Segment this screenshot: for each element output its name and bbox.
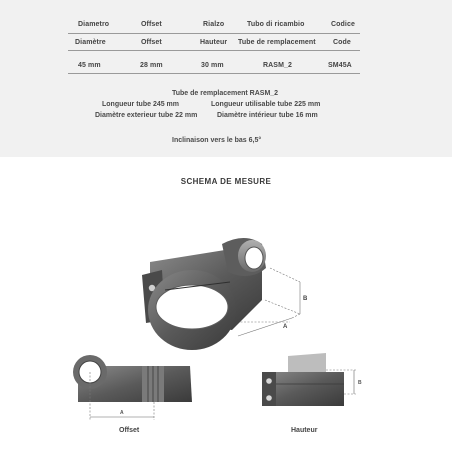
header-fr-code: Code xyxy=(333,39,351,46)
value-offset: 28 mm xyxy=(140,62,163,69)
info-longueur-tube: Longueur tube 245 mm xyxy=(102,101,180,108)
value-diametre: 45 mm xyxy=(78,62,101,69)
clamp-3d-view xyxy=(142,238,300,350)
offset-dim-a-label: A xyxy=(120,410,124,416)
info-inclinaison: Inclinaison vers le bas 6,5° xyxy=(172,137,262,144)
header-fr-diametre: Diamètre xyxy=(75,39,106,46)
caption-offset: Offset xyxy=(119,427,140,434)
value-code: SM45A xyxy=(328,62,352,69)
info-diametre-exterieur: Diamètre exterieur tube 22 mm xyxy=(95,112,198,119)
info-longueur-utilisable: Longueur utilisable tube 225 mm xyxy=(211,101,321,108)
value-tube: RASM_2 xyxy=(263,62,292,69)
offset-view xyxy=(73,355,192,420)
header-fr-offset: Offset xyxy=(141,39,162,46)
header-fr-tube: Tube de remplacement xyxy=(238,39,316,46)
schema-title: SCHEMA DE MESURE xyxy=(180,177,272,186)
dim-b-label: B xyxy=(303,296,308,302)
header-it-codice: Codice xyxy=(331,21,355,28)
hauteur-view xyxy=(262,353,356,406)
info-diametre-interieur: Diamètre intérieur tube 16 mm xyxy=(217,112,318,119)
info-tube-line: Tube de remplacement RASM_2 xyxy=(172,90,279,97)
header-it-diametro: Diametro xyxy=(78,21,110,28)
caption-hauteur: Hauteur xyxy=(291,427,318,434)
hauteur-dim-b-label: B xyxy=(358,380,362,386)
dim-a-label: A xyxy=(283,324,288,330)
header-fr-hauteur: Hauteur xyxy=(200,39,228,46)
header-it-offset: Offset xyxy=(141,21,162,28)
header-it-tubo: Tubo di ricambio xyxy=(247,21,305,28)
value-hauteur: 30 mm xyxy=(201,62,224,69)
header-it-rialzo: Rialzo xyxy=(203,21,225,28)
